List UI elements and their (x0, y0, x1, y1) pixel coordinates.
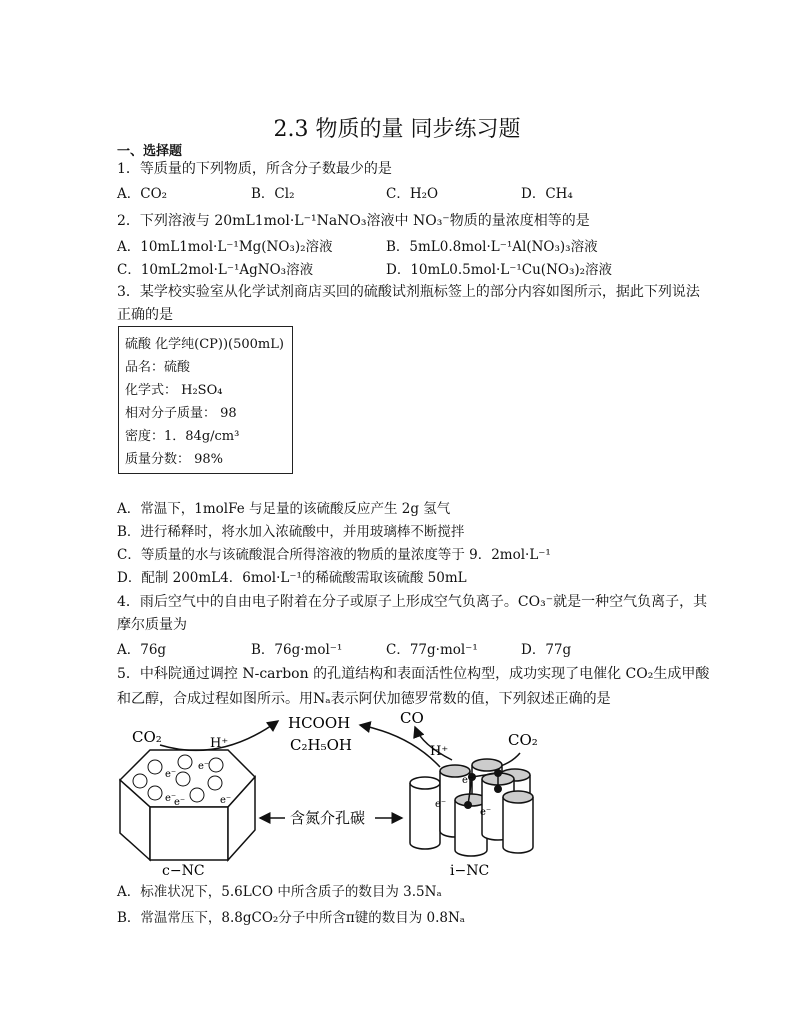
i-nc-label: i−NC (450, 863, 490, 879)
question-2-option-b[interactable]: B．5mL0.8mol·L⁻¹Al(NO₃)₃溶液 (386, 239, 598, 255)
question-2-option-a[interactable]: A．10mL1mol·L⁻¹Mg(NO₃)₂溶液 (117, 239, 333, 255)
c-nc-label: c−NC (162, 863, 205, 879)
question-1-option-a[interactable]: A．CO₂ (117, 186, 168, 202)
center-label: 含氮介孔碳 (290, 809, 366, 827)
left-co2-label: CO₂ (132, 728, 162, 746)
electron-label: e⁻ (480, 807, 492, 818)
question-4-option-c[interactable]: C．77g·mol⁻¹ (386, 642, 478, 658)
reagent-label-line: 品名：硫酸 (125, 360, 191, 375)
question-1-option-d[interactable]: D．CH₄ (521, 186, 573, 202)
right-h-plus-label: H⁺ (430, 744, 449, 759)
question-3-option-d[interactable]: D．配制 200mL4．6mol·L⁻¹的稀硫酸需取该硫酸 50mL (117, 570, 467, 586)
electron-label: e⁻ (220, 795, 232, 806)
page-title: 2.3 物质的量 同步练习题 (273, 117, 521, 142)
reagent-label-line: 化学式： H₂SO₄ (125, 383, 223, 398)
question-3-stem-line1: 3．某学校实验室从化学试剂商店买回的硫酸试剂瓶标签上的部分内容如图所示，据此下列说法 (117, 284, 700, 300)
product-hcooh: HCOOH (288, 714, 351, 732)
reagent-label-line: 质量分数： 98% (125, 452, 224, 467)
question-2-option-c[interactable]: C．10mL2mol·L⁻¹AgNO₃溶液 (117, 262, 314, 278)
electron-label: e⁻ (462, 775, 474, 786)
question-5-stem-line2: 和乙醇，合成过程如图所示。用Nₐ表示阿伏加德罗常数的值，下列叙述正确的是 (117, 691, 611, 707)
question-3-option-c[interactable]: C．等质量的水与该硫酸混合所得溶液的物质的量浓度等于 9．2mol·L⁻¹ (117, 547, 551, 563)
electron-label: e⁻ (198, 761, 210, 772)
electron-label: e⁻ (165, 769, 177, 780)
right-co2-label: CO₂ (508, 731, 538, 749)
question-1-option-b[interactable]: B．Cl₂ (251, 186, 295, 202)
question-1-stem: 1．等质量的下列物质，所含分子数最少的是 (117, 161, 392, 177)
question-3-option-a[interactable]: A．常温下，1molFe 与足量的该硫酸反应产生 2g 氢气 (117, 501, 451, 517)
question-2-stem: 2．下列溶液与 20mL1mol·L⁻¹NaNO₃溶液中 NO₃⁻物质的量浓度相等的是 (117, 213, 590, 229)
electron-label: e⁻ (435, 799, 447, 810)
question-4-option-a[interactable]: A．76g (117, 642, 167, 658)
electron-label: e⁻ (174, 797, 186, 808)
question-4-stem-line1: 4．雨后空气中的自由电子附着在分子或原子上形成空气负离子。CO₃⁻就是一种空气负离子，其 (117, 594, 708, 610)
question-4-stem-line2: 摩尔质量为 (117, 617, 187, 633)
question-3-option-b[interactable]: B．进行稀释时，将水加入浓硫酸中，并用玻璃棒不断搅拌 (117, 524, 465, 540)
reagent-label-line: 密度：1．84g/cm³ (125, 429, 240, 444)
question-5-option-b[interactable]: B．常温常压下，8.8gCO₂分子中所含π键的数目为 0.8Nₐ (117, 910, 465, 926)
product-ethanol: C₂H₅OH (290, 736, 352, 754)
left-h-plus-label: H⁺ (210, 736, 229, 751)
question-5-option-a[interactable]: A．标准状况下，5.6LCO 中所含质子的数目为 3.5Nₐ (117, 884, 442, 900)
electron-label: e⁻ (165, 793, 177, 804)
question-3-stem-line2: 正确的是 (117, 307, 173, 323)
question-2-option-d[interactable]: D．10mL0.5mol·L⁻¹Cu(NO₃)₂溶液 (386, 262, 613, 278)
reagent-label-line: 硫酸 化学纯(CP))(500mL) (125, 337, 284, 352)
catalysis-figure (110, 705, 580, 880)
right-reaction-arrow (360, 725, 440, 767)
question-4-option-d[interactable]: D．77g (521, 642, 572, 658)
question-5-stem-line1: 5．中科院通过调控 N-carbon 的孔道结构和表面活性位构型，成功实现了电催化 CO₂生成甲酸 (117, 666, 710, 682)
reagent-label-line: 相对分子质量： 98 (125, 406, 237, 421)
question-1-option-c[interactable]: C．H₂O (386, 186, 439, 202)
reagent-label-box (118, 326, 293, 474)
right-co-label: CO (400, 709, 424, 727)
section-heading: 一、选择题 (117, 144, 183, 159)
question-4-option-b[interactable]: B．76g·mol⁻¹ (251, 642, 343, 658)
